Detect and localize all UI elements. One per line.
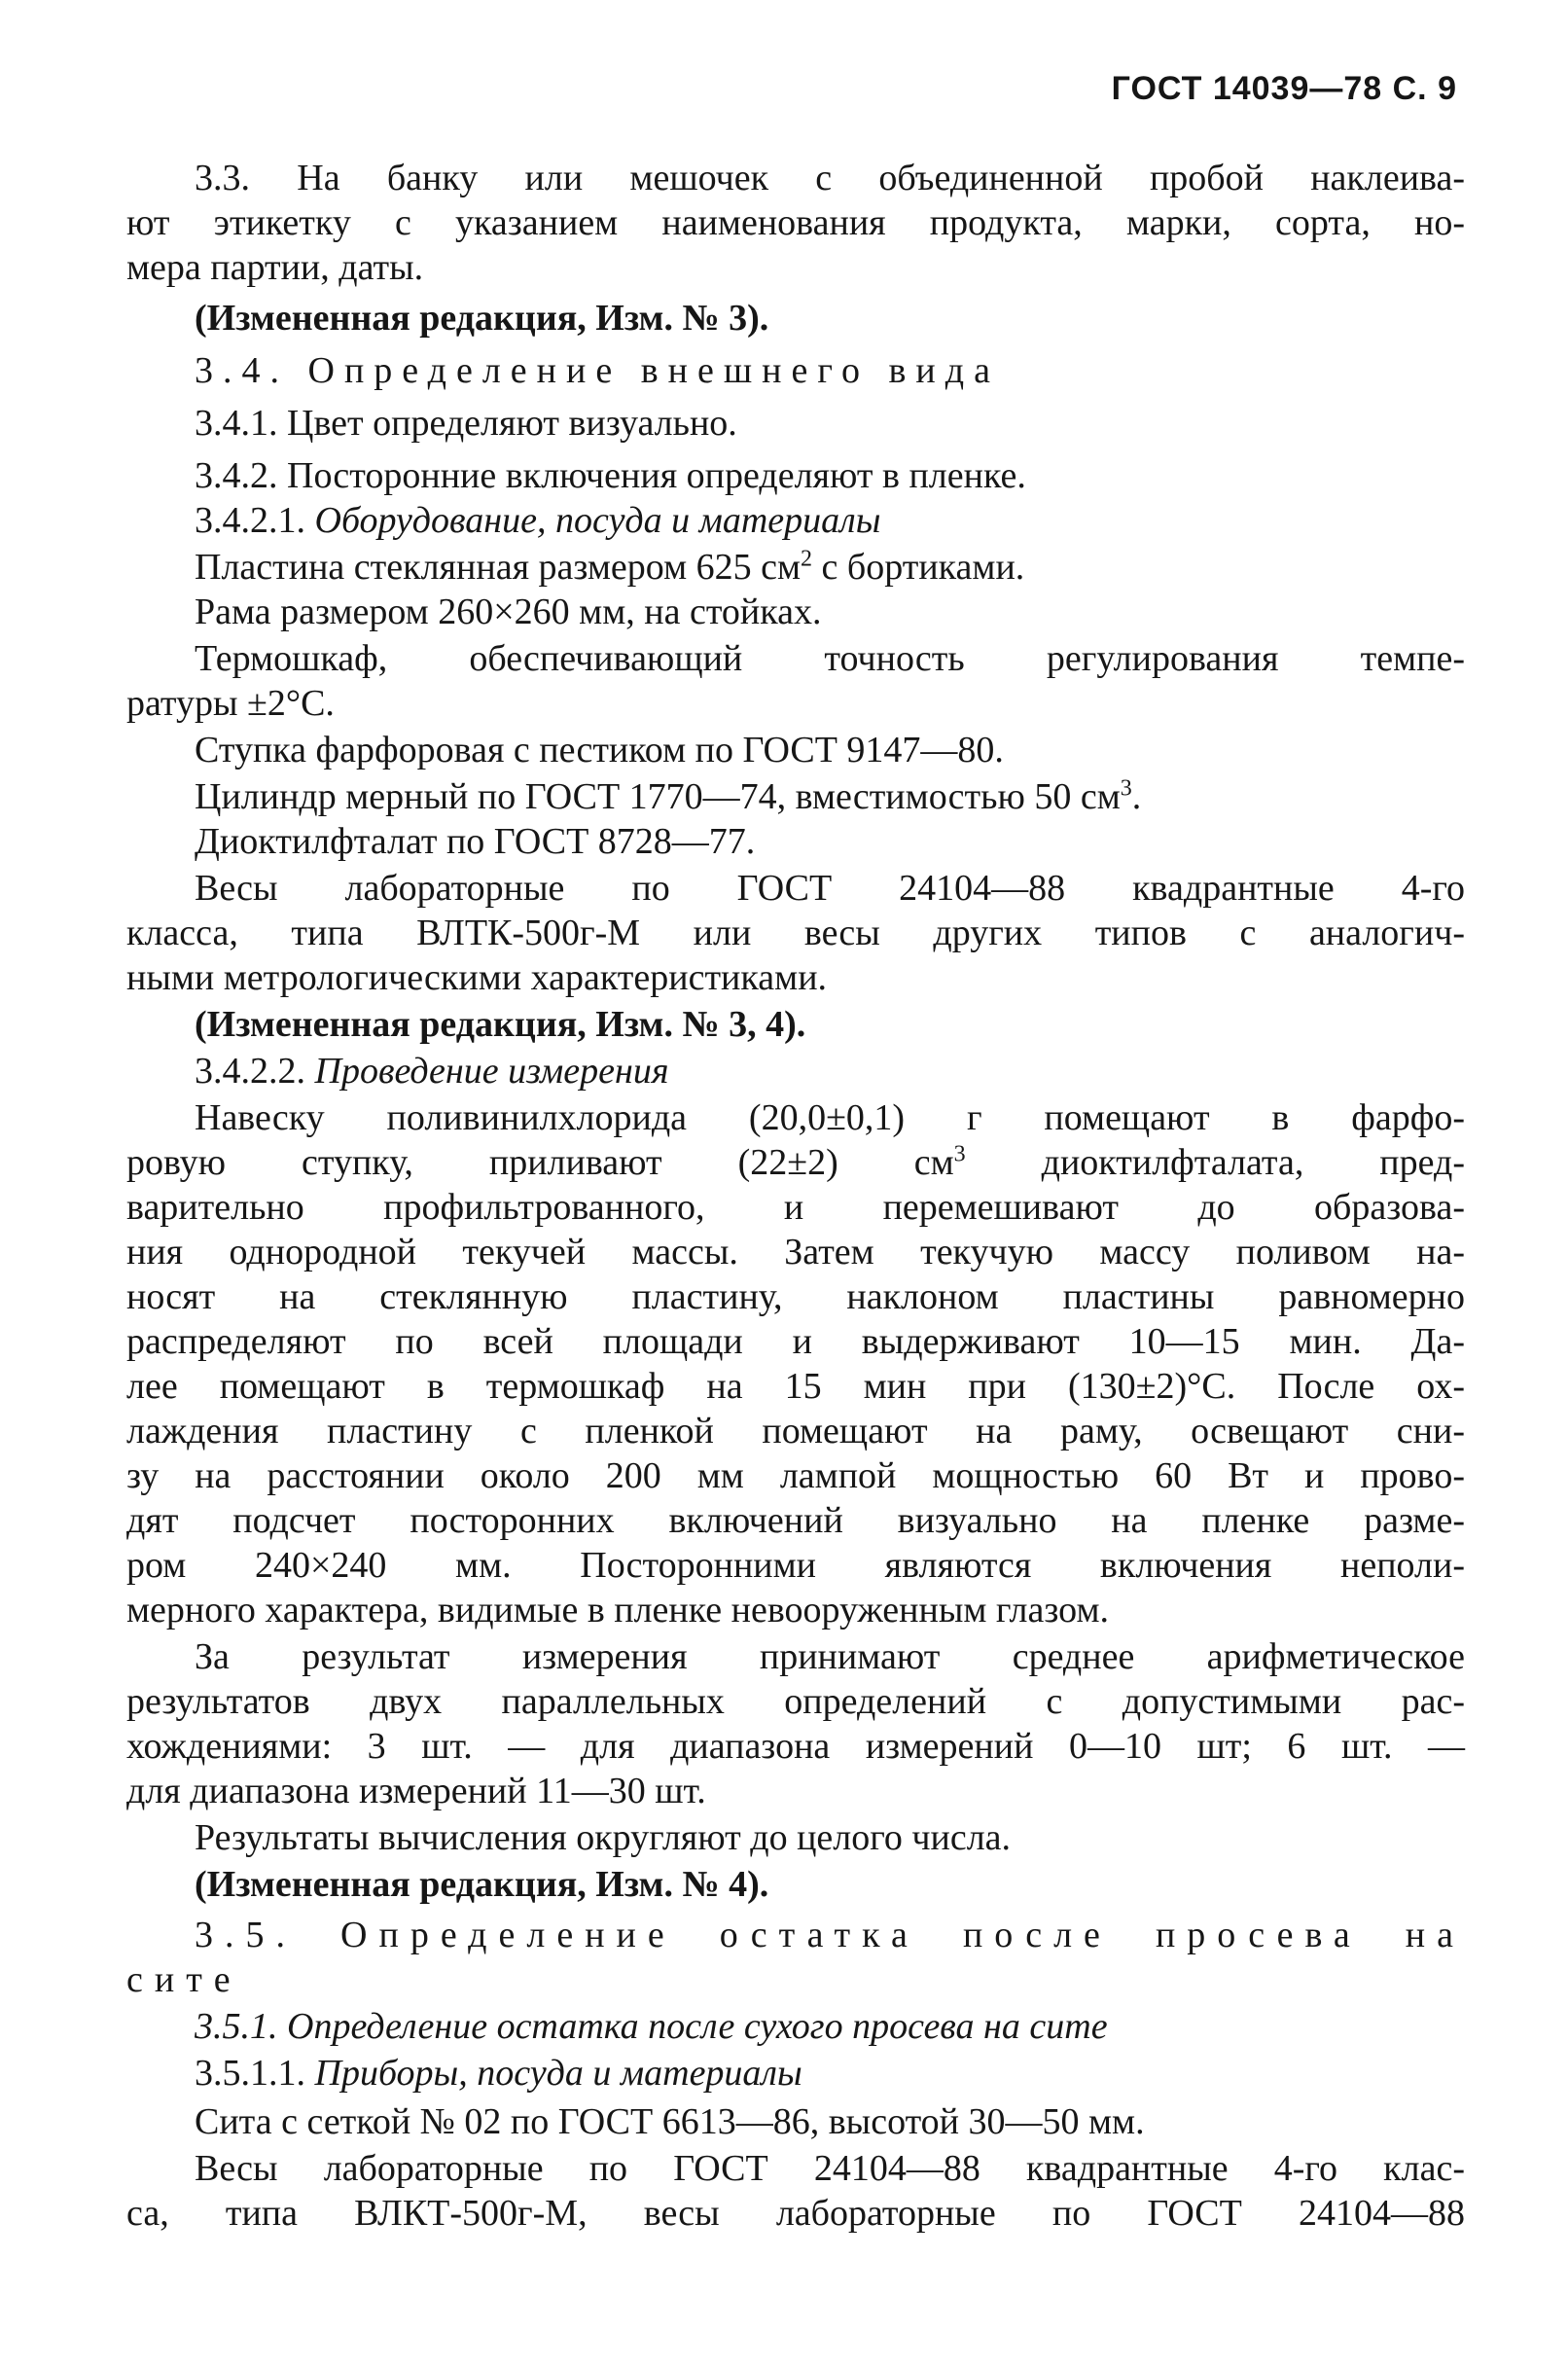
subsection-heading: 3.5.1. Определение остатка после сухого просева на сите xyxy=(195,2006,1108,2047)
text-line: Сита с сеткой № 02 по ГОСТ 6613—86, высотой 30—50 мм. xyxy=(195,2101,1145,2142)
text-line: Термошкаф, обеспечивающий точность регулирования темпе- xyxy=(195,638,1465,679)
text-line: Весы лабораторные по ГОСТ 24104—88 квадрантные 4-го xyxy=(195,868,1465,909)
text-line: 3.4.1. Цвет определяют визуально. xyxy=(195,403,737,444)
text-line: класса, типа ВЛТК-500г-М или весы других типов с аналогич- xyxy=(126,913,1465,953)
revision-note: (Измененная редакция, Изм. № 3). xyxy=(195,298,769,339)
text-line: для диапазона измерений 11—30 шт. xyxy=(126,1771,706,1811)
text-line: варительно профильтрованного, и перемешивают до образова- xyxy=(126,1187,1465,1228)
text-line: ратуры ±2°С. xyxy=(126,683,335,724)
text-line: распределяют по всей площади и выдерживают 10—15 мин. Да- xyxy=(126,1321,1465,1362)
text-line: За результат измерения принимают среднее арифметическое xyxy=(195,1636,1465,1677)
subsection-heading: 3.5.1.1. Приборы, посуда и материалы xyxy=(195,2053,802,2094)
text-line: са, типа ВЛКТ-500г-М, весы лабораторные по ГОСТ 24104—88 xyxy=(126,2193,1465,2234)
running-head: ГОСТ 14039—78 С. 9 xyxy=(1111,70,1457,107)
text-line: Ступка фарфоровая с пестиком по ГОСТ 9147—80. xyxy=(195,730,1004,770)
revision-note: (Измененная редакция, Изм. № 3, 4). xyxy=(195,1004,806,1045)
text-line: Результаты вычисления округляют до целого числа. xyxy=(195,1817,1012,1858)
text-line: зу на расстоянии около 200 мм лампой мощностью 60 Вт и прово- xyxy=(126,1455,1465,1496)
text-line: мера партии, даты. xyxy=(126,247,424,288)
text-line: Диоктилфталат по ГОСТ 8728—77. xyxy=(195,821,756,862)
section-heading-continued: сите xyxy=(126,1959,242,2000)
subsection-heading: 3.4.2.2. Проведение измерения xyxy=(195,1051,669,1092)
text-line: Цилиндр мерный по ГОСТ 1770—74, вместимостью 50 $см^3$. xyxy=(195,775,1142,817)
text-line: 3.4.2. Посторонние включения определяют в пленке. xyxy=(195,455,1026,496)
text-line: Пластина стеклянная размером 625 $см^2$ с бортиками. xyxy=(195,546,1025,588)
text-line: ют этикетку с указанием наименования продукта, марки, сорта, но- xyxy=(126,202,1465,243)
text-line: результатов двух параллельных определений с допустимыми рас- xyxy=(126,1681,1465,1722)
text-line: ния однородной текучей массы. Затем текучую массу поливом на- xyxy=(126,1232,1465,1272)
text-line: Весы лабораторные по ГОСТ 24104—88 квадрантные 4-го клас- xyxy=(195,2148,1465,2189)
text-line: носят на стеклянную пластину, наклоном пластины равномерно xyxy=(126,1276,1465,1317)
text-line: 3.3. На банку или мешочек с объединенной пробой наклеива- xyxy=(195,158,1465,198)
text-line: дят подсчет посторонних включений визуально на пленке разме- xyxy=(126,1500,1465,1541)
text-line: Навеску поливинилхлорида (20,0±0,1) г помещают в фарфо- xyxy=(195,1097,1465,1138)
text-line: ными метрологическими характеристиками. xyxy=(126,957,828,998)
text-line: лее помещают в термошкаф на 15 мин при (130±2)°С. После ох- xyxy=(126,1366,1465,1407)
subsection-heading: 3.4.2.1. Оборудование, посуда и материалы xyxy=(195,500,881,541)
section-heading: 3.4. Определение внешнего вида xyxy=(195,350,1000,391)
text-line: ром 240×240 мм. Посторонними являются включения неполи- xyxy=(126,1545,1465,1586)
text-line: лаждения пластину с пленкой помещают на раму, освещают сни- xyxy=(126,1411,1465,1451)
text-line: мерного характера, видимые в пленке невооруженным глазом. xyxy=(126,1590,1109,1630)
text-line: ровую ступку, приливают (22±2) $см^3$ диоктилфталата, пред- xyxy=(126,1141,1465,1183)
text-line: Рама размером 260×260 мм, на стойках. xyxy=(195,591,822,632)
revision-note: (Измененная редакция, Изм. № 4). xyxy=(195,1864,769,1905)
section-heading: 3.5. Определение остатка после просева на xyxy=(195,1915,1465,1955)
text-line: хождениями: 3 шт. — для диапазона измерений 0—10 шт; 6 шт. — xyxy=(126,1726,1465,1767)
